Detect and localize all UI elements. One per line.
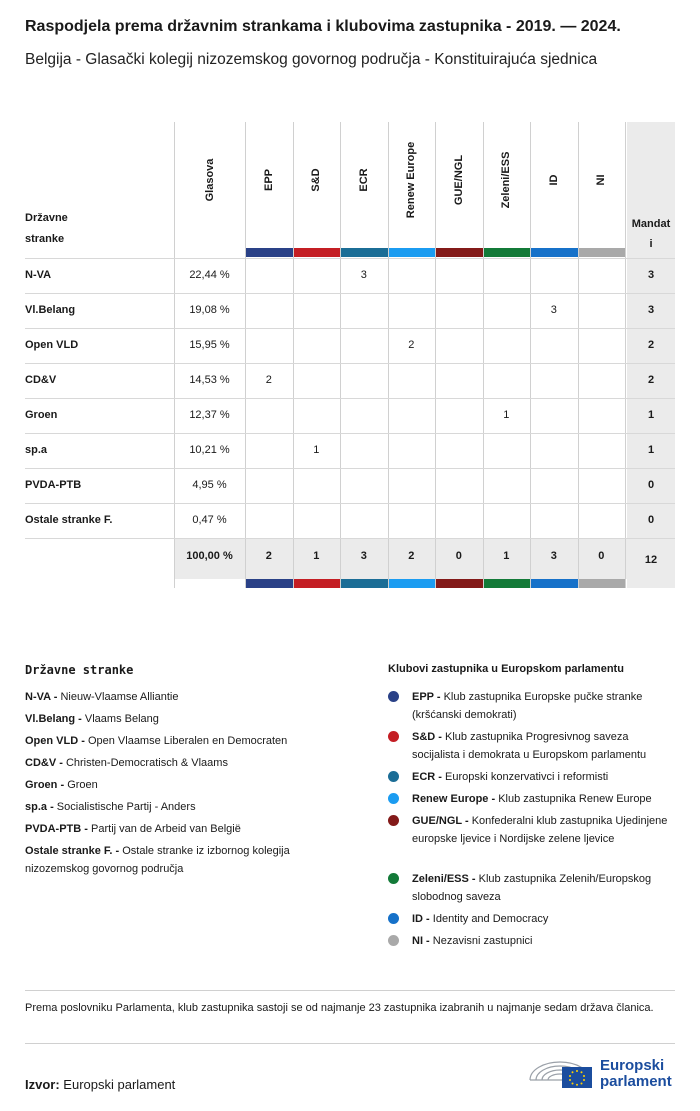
row-separator — [25, 258, 675, 259]
mandates-cell: 1 — [647, 443, 655, 456]
column-separator — [625, 122, 626, 588]
distribution-table — [25, 122, 675, 589]
group-legend-dot — [388, 771, 399, 782]
seat-cell: 3 — [360, 268, 367, 281]
group-legend-name: Klub zastupnika Zelenih/Europskog slobodnog saveza — [412, 873, 652, 903]
mandates-cell: 0 — [647, 513, 655, 526]
group-legend-name: Klub zastupnika Progresivnog saveza socijalista i demokrata u Europskom parlamentu — [412, 731, 647, 761]
source-value: Europski parlament — [63, 1077, 176, 1092]
group-legend-dot — [388, 793, 399, 804]
party-legend-item — [25, 798, 345, 816]
group-legend-name: Nezavisni zastupnici — [432, 935, 533, 947]
group-color-bar — [484, 579, 531, 588]
row-separator — [25, 538, 675, 539]
row-separator — [25, 328, 675, 329]
total-votes: 100,00 % — [186, 550, 233, 562]
group-color-bar — [341, 579, 388, 588]
group-legend-abbr: GUE/NGL - — [412, 815, 469, 827]
mandates-cell: 2 — [647, 373, 655, 386]
party-legend-name: Open Vlaamse Liberalen en Democraten — [87, 735, 288, 747]
votes-cell: 19,08 % — [189, 303, 230, 316]
party-legend-item — [25, 688, 345, 706]
row-separator — [25, 468, 675, 469]
column-separator — [578, 122, 579, 588]
party-legend-abbr: Vl.Belang - — [25, 713, 82, 725]
group-legend-name: Europski konzervativci i reformisti — [445, 771, 609, 783]
group-legend-dot — [388, 815, 399, 826]
total-seat-cell: 0 — [598, 550, 605, 562]
party-legend-item — [25, 710, 345, 728]
column-separator — [435, 122, 436, 588]
group-legend-item — [412, 812, 677, 848]
group-legend-dot — [388, 935, 399, 946]
party-legend-item — [25, 754, 345, 772]
votes-cell: 15,95 % — [189, 338, 230, 351]
party-legend-abbr: Groen - — [25, 779, 65, 791]
group-color-bar — [294, 248, 341, 257]
group-header-0: EPP — [262, 168, 275, 192]
group-color-bar — [579, 248, 626, 257]
group-legend-item — [412, 728, 677, 764]
group-header-1: S&D — [310, 168, 323, 192]
votes-cell: 14,53 % — [189, 373, 230, 386]
total-seat-cell: 3 — [550, 550, 557, 562]
party-legend-name: Christen-Democratisch & Vlaams — [65, 757, 228, 769]
group-legend-dot — [388, 873, 399, 884]
party-name: PVDA-PTB — [25, 478, 82, 491]
group-legend-abbr: Renew Europe - — [412, 793, 496, 805]
party-legend-item — [25, 732, 345, 750]
group-legend-abbr: Zeleni/ESS - — [412, 873, 476, 885]
column-separator — [530, 122, 531, 588]
group-color-bar — [341, 248, 388, 257]
party-name: CD&V — [25, 373, 57, 386]
mandates-header-line2: i — [649, 238, 653, 250]
group-legend-item — [412, 790, 677, 808]
party-legend-name: Partij van de Arbeid van België — [91, 823, 241, 835]
party-legend-abbr: Open VLD - — [25, 735, 85, 747]
row-separator — [25, 503, 675, 504]
logo-text-line2: parlament — [600, 1073, 672, 1090]
group-color-bar — [294, 579, 341, 588]
group-legend-item — [412, 932, 677, 950]
mandates-header-line1: Mandat — [631, 218, 671, 230]
column-separator — [293, 122, 294, 588]
votes-cell: 10,21 % — [189, 443, 230, 456]
group-legend-dot — [388, 731, 399, 742]
page-title: Raspodjela prema državnim strankama i klubovima zastupnika - 2019. — 2024. — [25, 18, 621, 35]
votes-cell: 22,44 % — [189, 268, 230, 281]
party-legend-abbr: PVDA-PTB - — [25, 823, 88, 835]
party-name: Open VLD — [25, 338, 79, 351]
group-header-5: Zeleni/ESS — [500, 151, 513, 209]
seat-cell: 1 — [313, 443, 320, 456]
seat-cell: 1 — [503, 408, 510, 421]
group-legend-name: Konfederalni klub zastupnika Ujedinjene europske ljevice i Nordijske zelene ljevice — [412, 815, 668, 845]
party-legend-abbr: N-VA - — [25, 691, 58, 703]
mandates-cell: 0 — [647, 478, 655, 491]
source-label: Izvor: — [25, 1077, 60, 1092]
mandates-cell: 3 — [647, 303, 655, 316]
party-legend-name: Ostale stranke iz izbornog kolegija nizozemskog govornog područja — [25, 845, 290, 875]
mandates-cell: 3 — [647, 268, 655, 281]
party-legend-abbr: sp.a - — [25, 801, 54, 813]
total-seat-cell: 3 — [360, 550, 367, 562]
party-legend-abbr: CD&V - — [25, 757, 63, 769]
divider — [25, 1043, 675, 1044]
group-color-bar — [531, 248, 578, 257]
group-color-bar — [436, 579, 483, 588]
column-separator — [245, 122, 246, 588]
source-line — [25, 1077, 175, 1092]
european-parliament-logo — [528, 1050, 678, 1095]
party-legend-name: Groen — [67, 779, 98, 791]
group-color-bar — [389, 579, 436, 588]
party-name: Groen — [25, 408, 58, 421]
group-legend-dot — [388, 691, 399, 702]
party-legend-name: Nieuw-Vlaamse Alliantie — [60, 691, 179, 703]
group-legend-item — [412, 768, 677, 786]
row-separator — [25, 433, 675, 434]
mandates-cell: 2 — [647, 338, 655, 351]
group-color-bar — [579, 579, 626, 588]
mandates-header — [627, 214, 675, 254]
seat-cell: 2 — [408, 338, 415, 351]
party-legend-title: Državne stranke — [25, 663, 134, 677]
group-header-4: GUE/NGL — [452, 154, 465, 206]
group-color-bar — [389, 248, 436, 257]
votes-cell: 4,95 % — [192, 478, 227, 491]
total-seat-cell: 2 — [265, 550, 272, 562]
votes-header: Glasova — [203, 158, 216, 202]
logo-text-line1: Europski — [600, 1057, 665, 1074]
group-header-6: ID — [547, 174, 560, 186]
row-separator — [25, 293, 675, 294]
group-color-bar — [531, 579, 578, 588]
party-name: sp.a — [25, 443, 48, 456]
group-color-bar — [436, 248, 483, 257]
group-legend-item — [412, 688, 677, 724]
group-header-3: Renew Europe — [405, 141, 418, 219]
group-legend-abbr: ID - — [412, 913, 430, 925]
group-color-bar — [246, 248, 293, 257]
party-legend-abbr: Ostale stranke F. - — [25, 845, 120, 857]
party-legend-item — [25, 776, 345, 794]
party-name: Ostale stranke F. — [25, 513, 113, 526]
party-legend-name: Socialistische Partij - Anders — [56, 801, 196, 813]
column-separator — [340, 122, 341, 588]
mandates-cell: 1 — [647, 408, 655, 421]
group-color-bar — [484, 248, 531, 257]
group-header-7: NI — [595, 174, 608, 186]
party-legend-item — [25, 820, 345, 838]
page-subtitle: Belgija - Glasački kolegij nizozemskog govornog područja - Konstituirajuća sjednica — [25, 51, 598, 68]
total-seat-cell: 1 — [503, 550, 510, 562]
group-color-bar — [246, 579, 293, 588]
group-legend-item — [412, 870, 677, 906]
group-legend-abbr: ECR - — [412, 771, 442, 783]
group-legend-dot — [388, 913, 399, 924]
group-legend-item — [412, 910, 677, 928]
total-seat-cell: 0 — [455, 550, 462, 562]
group-legend-title: Klubovi zastupnika u Europskom parlamentu — [388, 663, 624, 675]
column-separator — [483, 122, 484, 588]
group-legend-name: Klub zastupnika Renew Europe — [498, 793, 652, 805]
total-seat-cell: 1 — [313, 550, 320, 562]
party-name: Vl.Belang — [25, 303, 76, 316]
footnote: Prema poslovniku Parlamenta, klub zastupnika sastoji se od najmanje 23 zastupnika izabranih u najmanje sedam država članica. — [25, 1002, 654, 1014]
party-column-header: Državne stranke — [25, 212, 68, 245]
divider — [25, 990, 675, 991]
seat-cell: 3 — [550, 303, 557, 316]
total-mandates: 12 — [644, 554, 658, 566]
seat-cell: 2 — [265, 373, 272, 386]
group-legend-abbr: NI - — [412, 935, 430, 947]
group-legend-name: Identity and Democracy — [432, 913, 549, 925]
party-name: N-VA — [25, 268, 52, 281]
row-separator — [25, 363, 675, 364]
party-legend-name: Vlaams Belang — [84, 713, 159, 725]
votes-cell: 0,47 % — [192, 513, 227, 526]
column-separator — [388, 122, 389, 588]
row-separator — [25, 398, 675, 399]
group-legend-name: Klub zastupnika Europske pučke stranke (kršćanski demokrati) — [412, 691, 643, 721]
group-legend-abbr: S&D - — [412, 731, 442, 743]
party-legend-item — [25, 842, 345, 878]
group-legend-abbr: EPP - — [412, 691, 441, 703]
votes-cell: 12,37 % — [189, 408, 230, 421]
total-seat-cell: 2 — [408, 550, 415, 562]
group-header-2: ECR — [357, 168, 370, 192]
